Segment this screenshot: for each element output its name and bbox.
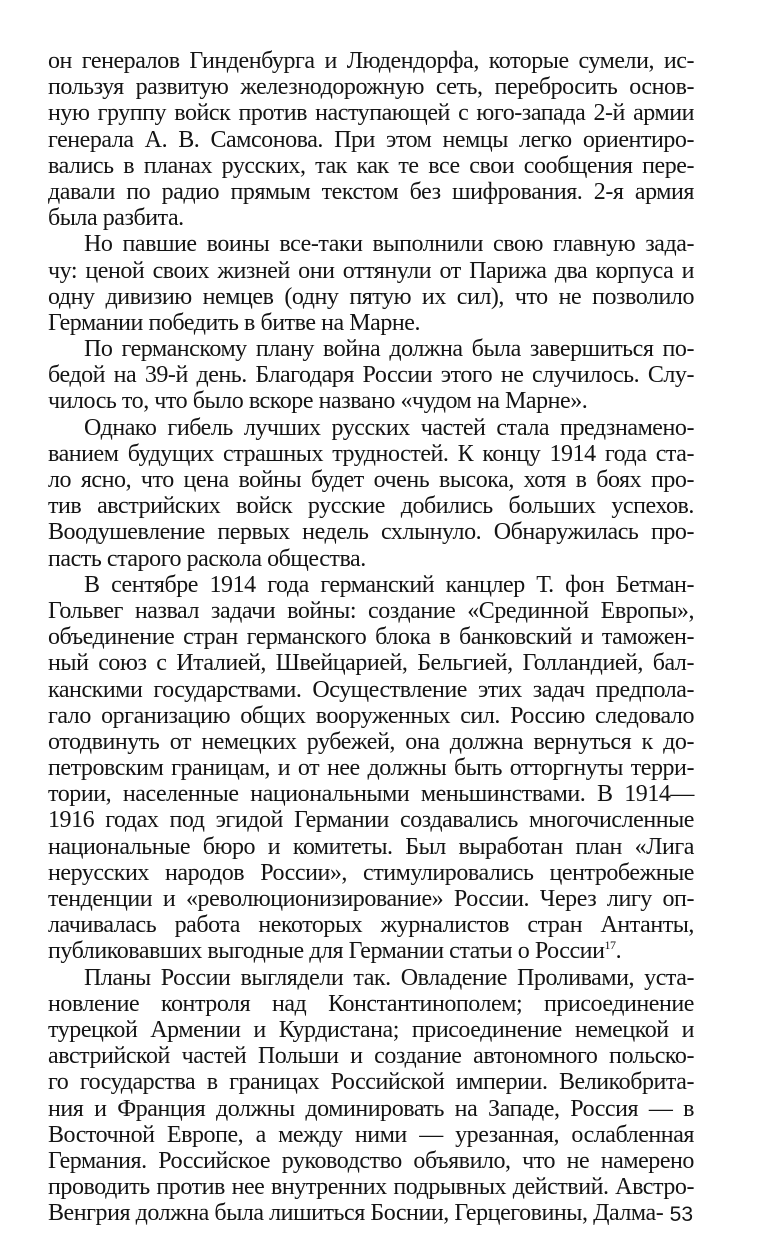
text-line bbox=[48, 179, 694, 205]
text-line-content: ный союз с Италией, Швейцарией, Бельгией, Голландией, бал- bbox=[48, 650, 694, 677]
text-line bbox=[48, 1096, 694, 1122]
text-line bbox=[48, 127, 694, 153]
text-line-content: Германии победить в битве на Марне. bbox=[48, 309, 421, 336]
text-line bbox=[48, 284, 694, 310]
text-line-content: Гольвег назвал задачи войны: создание «Срединной Европы», bbox=[48, 597, 694, 624]
paragraph bbox=[48, 965, 694, 1227]
text-line-content: пользуя развитую железнодорожную сеть, перебросить основ- bbox=[48, 74, 694, 101]
text-line-content: Венгрия должна была лишиться Боснии, Герцеговины, Далма- bbox=[48, 1200, 664, 1227]
text-line-content: публиковавших выгодные для Германии статьи о России bbox=[48, 938, 605, 965]
text-line bbox=[48, 1122, 694, 1148]
text-line bbox=[48, 703, 694, 729]
text-line bbox=[48, 1017, 694, 1043]
text-line-content: чилось то, что было вскоре названо «чудом на Марне». bbox=[48, 388, 588, 415]
text-line-content: бедой на 39-й день. Благодаря России этого не случилось. Слу- bbox=[48, 362, 694, 389]
text-line bbox=[48, 231, 694, 257]
text-line-content: Восточной Европе, а между ними — урезанная, ослабленная bbox=[48, 1121, 694, 1148]
text-line-content: 1916 годах под эгидой Германии создавались многочисленные bbox=[48, 807, 694, 834]
text-line-content: вались в планах русских, так как те все свои сообщения пере- bbox=[48, 152, 694, 179]
book-page-text bbox=[48, 48, 694, 1226]
text-line bbox=[48, 415, 694, 441]
text-line bbox=[48, 650, 694, 676]
text-line-content: петровским границам, и от нее должны быть отторгнуты терри- bbox=[48, 755, 694, 782]
text-line bbox=[48, 74, 694, 100]
text-line bbox=[48, 572, 694, 598]
text-line bbox=[48, 310, 694, 336]
text-line bbox=[48, 362, 694, 388]
text-line bbox=[48, 598, 694, 624]
text-line bbox=[48, 519, 694, 545]
text-line bbox=[48, 834, 694, 860]
text-line-content: он генералов Гинденбурга и Людендорфа, которые сумели, ис- bbox=[48, 48, 694, 74]
text-line-content: Однако гибель лучших русских частей стала предзнамено- bbox=[84, 414, 694, 441]
text-line-content: ную группу войск против наступающей с юго-запада 2-й армии bbox=[48, 100, 694, 127]
text-line bbox=[48, 1174, 694, 1200]
text-line bbox=[48, 912, 694, 938]
text-line-content: чу: ценой своих жизней они оттянули от Парижа два корпуса и bbox=[48, 257, 694, 284]
text-line bbox=[48, 48, 694, 74]
text-line-content: тенденции и «революционизирование» России. Через лигу оп- bbox=[48, 886, 694, 912]
text-line-content: го государства в границах Российской империи. Великобрита- bbox=[48, 1069, 694, 1096]
text-line-content: отодвинуть от немецких рубежей, она должна вернуться к до- bbox=[48, 728, 694, 755]
text-line bbox=[48, 546, 694, 572]
text-line bbox=[48, 624, 694, 650]
text-line bbox=[48, 755, 694, 781]
text-line-content: ния и Франция должны доминировать на Западе, Россия — в bbox=[48, 1095, 694, 1122]
text-line-content: Но павшие воины все-таки выполнили свою главную зада- bbox=[84, 231, 694, 258]
paragraph bbox=[48, 48, 694, 231]
text-line-content: Воодушевление первых недель схлынуло. Обнаружилась про- bbox=[48, 519, 694, 546]
text-line-content: В сентябре 1914 года германский канцлер Т. фон Бетман- bbox=[84, 571, 694, 598]
text-line bbox=[48, 991, 694, 1017]
text-line bbox=[48, 677, 694, 703]
footnote-marker[interactable]: 17 bbox=[604, 938, 616, 953]
text-line bbox=[48, 467, 694, 493]
text-line-content: тории, населенные национальными меньшинствами. В 1914— bbox=[48, 781, 694, 808]
text-line bbox=[48, 965, 694, 991]
text-line-content: ванием будущих страшных трудностей. К концу 1914 года ста- bbox=[48, 440, 694, 467]
paragraph bbox=[48, 336, 694, 415]
text-line-content: турецкой Армении и Курдистана; присоединение немецкой и bbox=[48, 1016, 694, 1043]
text-line-content: объединение стран германского блока в банковский и таможен- bbox=[48, 624, 694, 651]
text-line-content: лачивалась работа некоторых журналистов стран Антанты, bbox=[48, 912, 694, 939]
text-line bbox=[48, 1069, 694, 1095]
text-line-content: канскими государствами. Осуществление этих задач предпола- bbox=[48, 676, 694, 703]
text-line bbox=[48, 1043, 694, 1069]
text-line bbox=[48, 938, 694, 964]
text-line bbox=[48, 1200, 694, 1226]
text-line-content: По германскому плану война должна была завершиться по- bbox=[84, 336, 694, 363]
text-line-content: Германия. Российское руководство объявило, что не намерено bbox=[48, 1147, 694, 1174]
text-line bbox=[48, 1148, 694, 1174]
text-line-content: одну дивизию немцев (одну пятую их сил), что не позволило bbox=[48, 283, 694, 310]
paragraph bbox=[48, 415, 694, 572]
text-line bbox=[48, 781, 694, 807]
text-line-content: национальные бюро и комитеты. Был выработан план «Лига bbox=[48, 833, 694, 860]
text-line bbox=[48, 886, 694, 912]
paragraph bbox=[48, 572, 694, 965]
text-line bbox=[48, 860, 694, 886]
paragraph bbox=[48, 231, 694, 336]
text-line-content: проводить против нее внутренних подрывных действий. Австро- bbox=[48, 1174, 694, 1201]
text-line-content: ло ясно, что цена войны будет очень высока, хотя в боях про- bbox=[48, 467, 694, 493]
text-line bbox=[48, 388, 694, 414]
text-line-content: гало организацию общих вооруженных сил. Россию следовало bbox=[48, 702, 694, 729]
text-line-content: австрийской частей Польши и создание автономного польско- bbox=[48, 1043, 694, 1070]
text-line-content: Планы России выглядели так. Овладение Проливами, уста- bbox=[84, 964, 694, 991]
text-line-content: была разбита. bbox=[48, 205, 184, 232]
punctuation: . bbox=[615, 938, 622, 965]
text-line-content: генерала А. В. Самсонова. При этом немцы легко ориентиро- bbox=[48, 126, 694, 153]
text-line-content: давали по радио прямым текстом без шифрования. 2-я армия bbox=[48, 178, 694, 205]
text-line bbox=[48, 493, 694, 519]
text-line bbox=[48, 153, 694, 179]
text-line bbox=[48, 441, 694, 467]
text-line bbox=[48, 729, 694, 755]
page-number: 53 bbox=[669, 1203, 693, 1226]
text-line-content: нерусских народов России», стимулировались центробежные bbox=[48, 859, 694, 886]
text-line bbox=[48, 258, 694, 284]
text-line bbox=[48, 100, 694, 126]
text-line-content: пасть старого раскола общества. bbox=[48, 545, 366, 572]
text-line bbox=[48, 205, 694, 231]
text-line bbox=[48, 336, 694, 362]
text-line-content: новление контроля над Константинополем; присоединение bbox=[48, 990, 694, 1017]
text-line bbox=[48, 807, 694, 833]
text-line-content: тив австрийских войск русские добились больших успехов. bbox=[48, 493, 694, 520]
